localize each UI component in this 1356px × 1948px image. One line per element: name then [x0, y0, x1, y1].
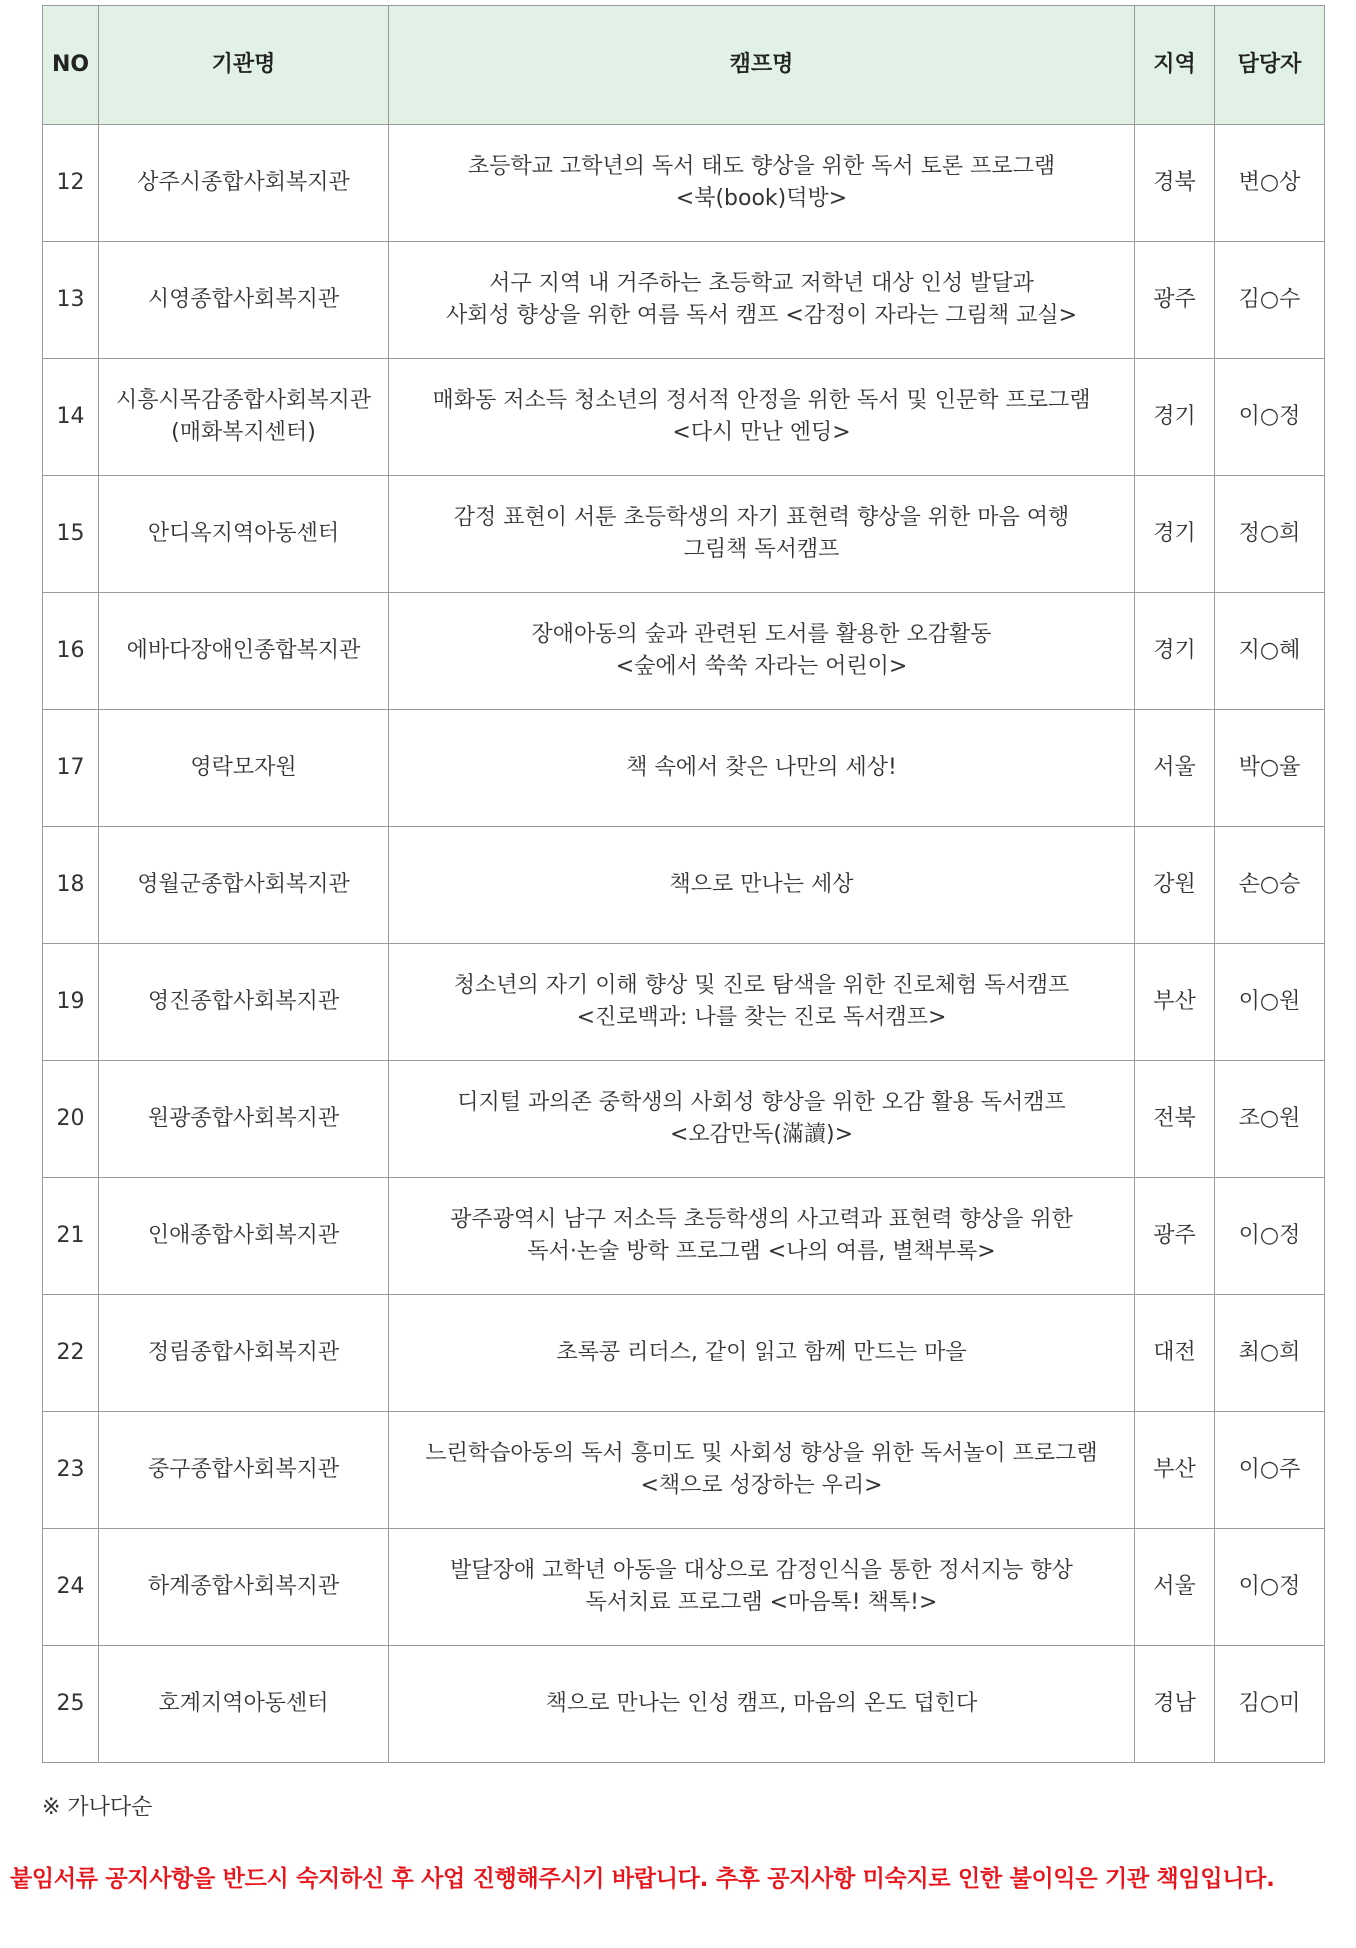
cell-camp: 책으로 만나는 세상 — [389, 827, 1135, 944]
cell-region: 전북 — [1135, 1061, 1215, 1178]
cell-camp: 장애아동의 숲과 관련된 도서를 활용한 오감활동 <숲에서 쑥쑥 자라는 어린이> — [389, 593, 1135, 710]
cell-no: 16 — [43, 593, 99, 710]
cell-region: 경기 — [1135, 593, 1215, 710]
cell-org: 에바다장애인종합복지관 — [99, 593, 389, 710]
cell-region: 경기 — [1135, 476, 1215, 593]
cell-org: 호계지역아동센터 — [99, 1646, 389, 1763]
table-row — [43, 710, 1325, 827]
cell-camp: 책 속에서 찾은 나만의 세상! — [389, 710, 1135, 827]
cell-no: 15 — [43, 476, 99, 593]
cell-region: 강원 — [1135, 827, 1215, 944]
table-row — [43, 1529, 1325, 1646]
cell-camp: 광주광역시 남구 저소득 초등학생의 사고력과 표현력 향상을 위한 독서·논술 방학 프로그램 <나의 여름, 별책부록> — [389, 1178, 1135, 1295]
cell-manager: 최○희 — [1215, 1295, 1325, 1412]
cell-no: 18 — [43, 827, 99, 944]
table-row — [43, 1646, 1325, 1763]
cell-no: 14 — [43, 359, 99, 476]
cell-region: 대전 — [1135, 1295, 1215, 1412]
cell-no: 19 — [43, 944, 99, 1061]
cell-manager: 이○주 — [1215, 1412, 1325, 1529]
header-manager: 담당자 — [1215, 6, 1325, 125]
cell-region: 부산 — [1135, 944, 1215, 1061]
header-camp: 캠프명 — [389, 6, 1135, 125]
cell-org: 안디옥지역아동센터 — [99, 476, 389, 593]
cell-camp: 책으로 만나는 인성 캠프, 마음의 온도 덥힌다 — [389, 1646, 1135, 1763]
cell-manager: 박○율 — [1215, 710, 1325, 827]
cell-camp: 발달장애 고학년 아동을 대상으로 감정인식을 통한 정서지능 향상 독서치료 프로그램 <마음톡! 책톡!> — [389, 1529, 1135, 1646]
warning-notice: 붙임서류 공지사항을 반드시 숙지하신 후 사업 진행해주시기 바랍니다. 추후 공지사항 미숙지로 인한 불이익은 기관 책임입니다. — [10, 1866, 1275, 1892]
table-row — [43, 1178, 1325, 1295]
cell-no: 20 — [43, 1061, 99, 1178]
cell-region: 경북 — [1135, 125, 1215, 242]
cell-region: 서울 — [1135, 1529, 1215, 1646]
header-no: NO — [43, 6, 99, 125]
table-row — [43, 944, 1325, 1061]
cell-manager: 정○희 — [1215, 476, 1325, 593]
cell-region: 경남 — [1135, 1646, 1215, 1763]
cell-region: 서울 — [1135, 710, 1215, 827]
cell-no: 17 — [43, 710, 99, 827]
cell-org: 인애종합사회복지관 — [99, 1178, 389, 1295]
table-row — [43, 1061, 1325, 1178]
cell-org: 시영종합사회복지관 — [99, 242, 389, 359]
header-region: 지역 — [1135, 6, 1215, 125]
cell-no: 13 — [43, 242, 99, 359]
cell-manager: 지○혜 — [1215, 593, 1325, 710]
cell-no: 12 — [43, 125, 99, 242]
cell-no: 25 — [43, 1646, 99, 1763]
cell-org: 중구종합사회복지관 — [99, 1412, 389, 1529]
cell-manager: 이○정 — [1215, 359, 1325, 476]
cell-camp: 초록콩 리더스, 같이 읽고 함께 만드는 마을 — [389, 1295, 1135, 1412]
cell-region: 광주 — [1135, 242, 1215, 359]
cell-camp: 매화동 저소득 청소년의 정서적 안정을 위한 독서 및 인문학 프로그램 <다시 만난 엔딩> — [389, 359, 1135, 476]
cell-no: 21 — [43, 1178, 99, 1295]
cell-org: 영락모자원 — [99, 710, 389, 827]
cell-no: 24 — [43, 1529, 99, 1646]
table-row — [43, 476, 1325, 593]
table-row — [43, 1412, 1325, 1529]
cell-camp: 초등학교 고학년의 독서 태도 향상을 위한 독서 토론 프로그램 <북(book)덕방> — [389, 125, 1135, 242]
table-row — [43, 1295, 1325, 1412]
cell-no: 23 — [43, 1412, 99, 1529]
cell-no: 22 — [43, 1295, 99, 1412]
cell-manager: 손○승 — [1215, 827, 1325, 944]
table-row — [43, 827, 1325, 944]
cell-region: 경기 — [1135, 359, 1215, 476]
table-row — [43, 125, 1325, 242]
cell-manager: 조○원 — [1215, 1061, 1325, 1178]
table-row — [43, 242, 1325, 359]
cell-org: 상주시종합사회복지관 — [99, 125, 389, 242]
cell-manager: 김○수 — [1215, 242, 1325, 359]
cell-org: 하계종합사회복지관 — [99, 1529, 389, 1646]
cell-camp: 감정 표현이 서툰 초등학생의 자기 표현력 향상을 위한 마음 여행 그림책 독서캠프 — [389, 476, 1135, 593]
cell-org: 정림종합사회복지관 — [99, 1295, 389, 1412]
table-row — [43, 593, 1325, 710]
cell-camp: 청소년의 자기 이해 향상 및 진로 탐색을 위한 진로체험 독서캠프 <진로백과: 나를 찾는 진로 독서캠프> — [389, 944, 1135, 1061]
table-header-row — [43, 6, 1325, 125]
header-org: 기관명 — [99, 6, 389, 125]
cell-manager: 이○정 — [1215, 1529, 1325, 1646]
cell-manager: 이○정 — [1215, 1178, 1325, 1295]
camp-table — [42, 5, 1325, 1763]
cell-camp: 느린학습아동의 독서 흥미도 및 사회성 향상을 위한 독서놀이 프로그램 <책으로 성장하는 우리> — [389, 1412, 1135, 1529]
cell-camp: 디지털 과의존 중학생의 사회성 향상을 위한 오감 활용 독서캠프 <오감만독(滿讀)> — [389, 1061, 1135, 1178]
cell-manager: 이○원 — [1215, 944, 1325, 1061]
cell-manager: 김○미 — [1215, 1646, 1325, 1763]
cell-camp: 서구 지역 내 거주하는 초등학교 저학년 대상 인성 발달과 사회성 향상을 위한 여름 독서 캠프 <감정이 자라는 그림책 교실> — [389, 242, 1135, 359]
cell-org: 영진종합사회복지관 — [99, 944, 389, 1061]
cell-region: 광주 — [1135, 1178, 1215, 1295]
cell-org: 시흥시목감종합사회복지관 (매화복지센터) — [99, 359, 389, 476]
cell-manager: 변○상 — [1215, 125, 1325, 242]
cell-org: 영월군종합사회복지관 — [99, 827, 389, 944]
cell-region: 부산 — [1135, 1412, 1215, 1529]
table-row — [43, 359, 1325, 476]
cell-org: 원광종합사회복지관 — [99, 1061, 389, 1178]
sort-note: ※ 가나다순 — [42, 1795, 153, 1820]
